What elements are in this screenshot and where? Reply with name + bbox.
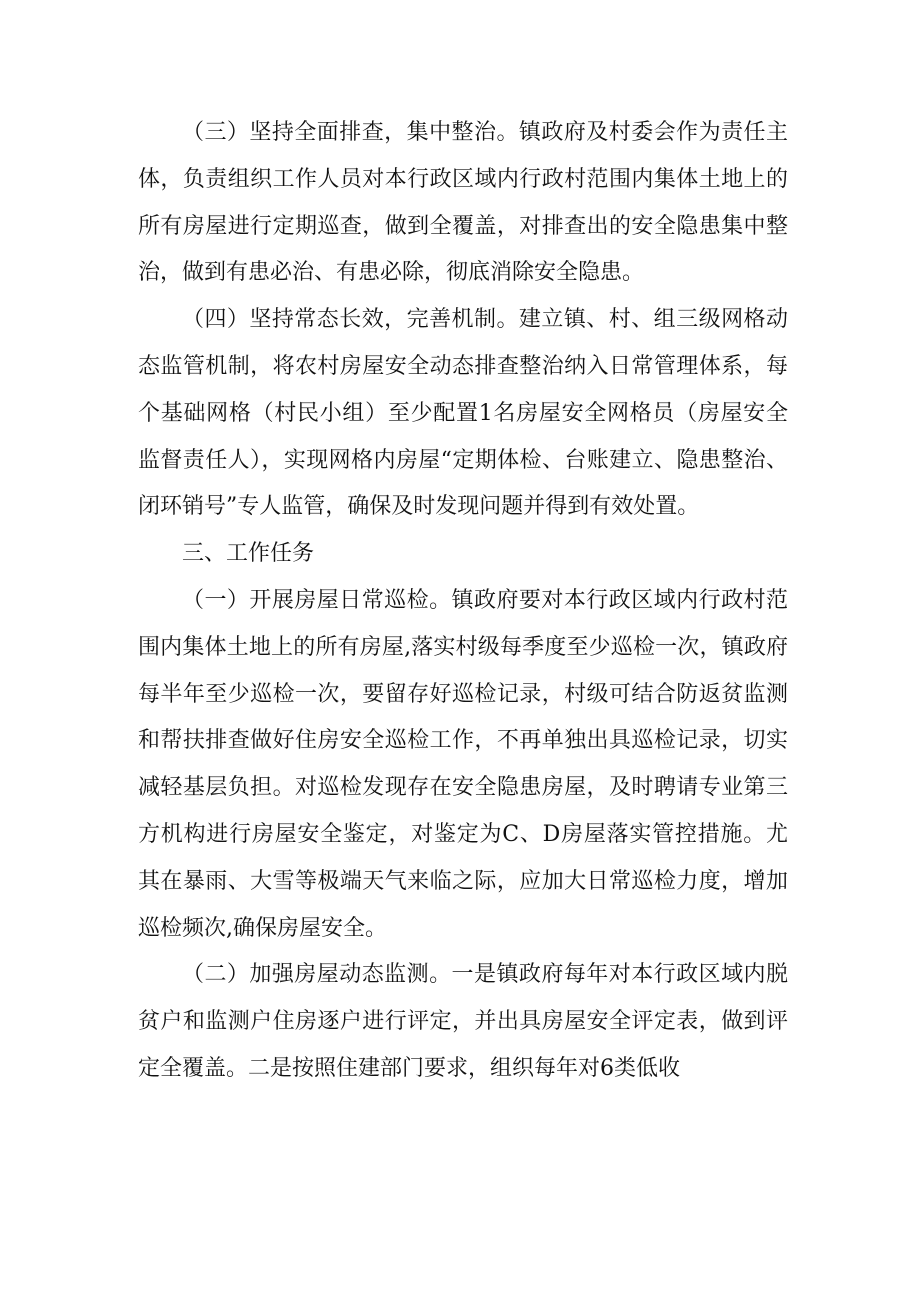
paragraph-three-comprehensive-inspection: （三）坚持全面排查，集中整治。镇政府及村委会作为责任主体，负责组织工作人员对本行政区域内行政村范围内集体土地上的所有房屋进行定期巡查，做到全覆盖，对排查出的安全隐患集中整治，做到有患必治、有患必除，彻底消除安全隐患。 — [138, 120, 788, 286]
paragraph-two-dynamic-monitoring: （二）加强房屋动态监测。一是镇政府每年对本行政区域内脱贫户和监测户住房逐户进行评定，并出具房屋安全评定表，做到评定全覆盖。二是按照住建部门要求，组织每年对6类低收 — [138, 962, 788, 1081]
paragraph-four-long-term-mechanism: （四）坚持常态长效，完善机制。建立镇、村、组三级网格动态监管机制，将农村房屋安全动态排查整治纳入日常管理体系，每个基础网格（村民小组）至少配置1名房屋安全网格员（房屋安全监督责任人），实现网格内房屋“定期体检、台账建立、隐患整治、闭环销号”专人监管，确保及时发现问题并得到有效处置。 — [138, 307, 788, 520]
section-heading-work-tasks: 三、工作任务 — [182, 541, 315, 567]
document-body — [138, 110, 788, 1093]
paragraph-one-daily-inspection: （一）开展房屋日常巡检。镇政府要对本行政区域内行政村范围内集体土地上的所有房屋,落实村级每季度至少巡检一次，镇政府每半年至少巡检一次，要留存好巡检记录，村级可结合防返贫监测和帮扶排查做好住房安全巡检工作，不再单独出具巡检记录，切实减轻基层负担。对巡检发现存在安全隐患房屋，及时聘请专业第三方机构进行房屋安全鉴定，对鉴定为C、D房屋落实管控措施。尤其在暴雨、大雪等极端天气来临之际，应加大日常巡检力度，增加巡检频次,确保房屋安全。 — [138, 587, 788, 941]
